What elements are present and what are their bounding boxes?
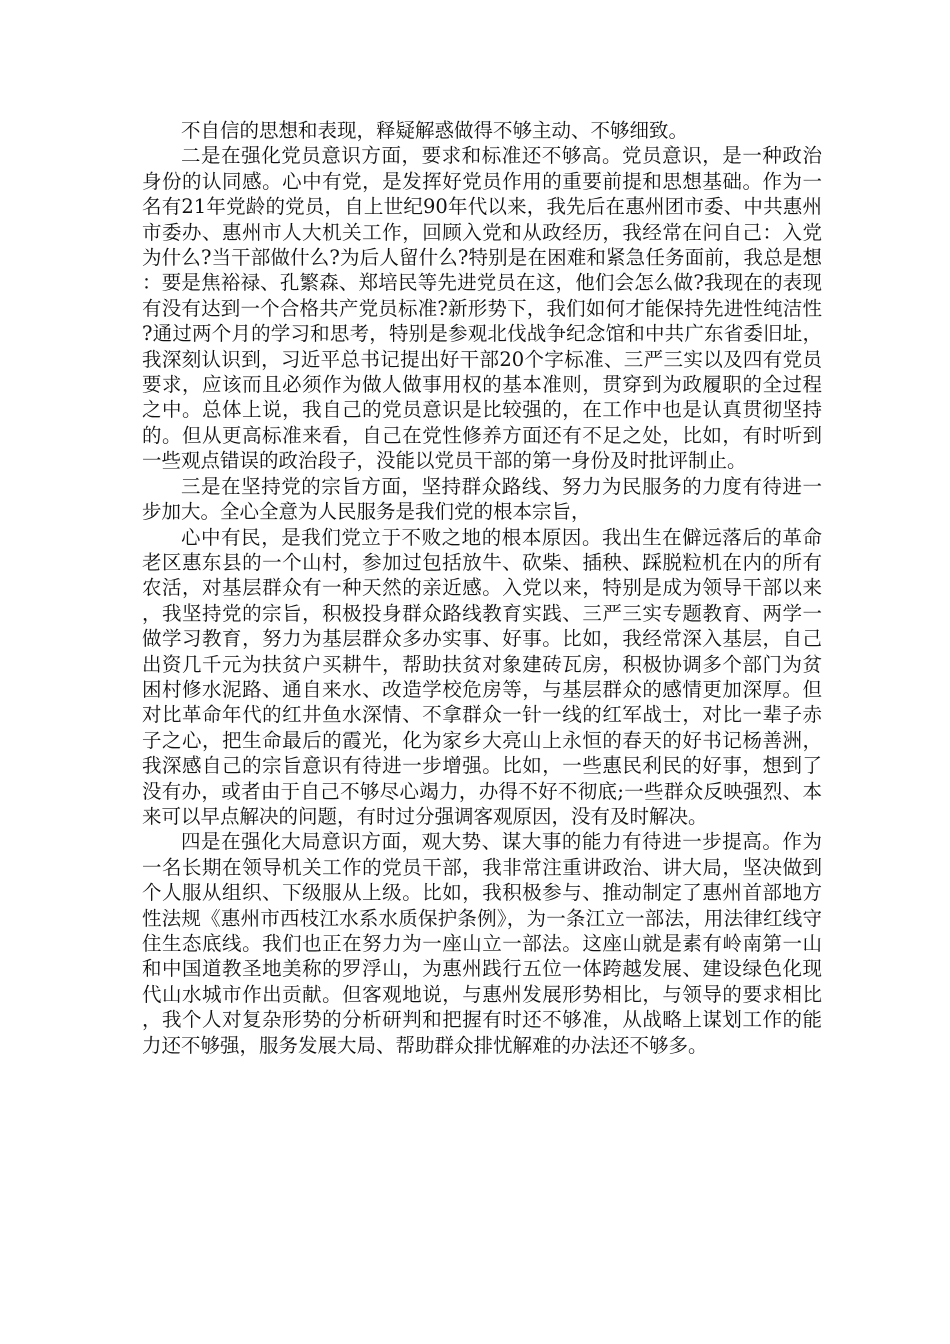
paragraph-party-purpose: 三是在坚持党的宗旨方面，坚持群众路线、努力为民服务的力度有待进一步加大。全心全意为人民服务是我们党的根本宗旨， bbox=[142, 474, 822, 524]
document-body bbox=[142, 118, 822, 1058]
paragraph-continuation: 不自信的思想和表现，释疑解惑做得不够主动、不够细致。 bbox=[181, 119, 689, 142]
paragraph-overall-situation: 四是在强化大局意识方面，观大势、谋大事的能力有待进一步提高。作为一名长期在领导机关工作的党员干部，我非常注重讲政治、讲大局，坚决做到个人服从组织、下级服从上级。比如，我积极参与、推动制定了惠州首部地方性法规《惠州市西枝江水系水质保护条例》，为一条江立一部法，用法律红线守住生态底线。我们也正在努力为一座山立一部法。这座山就是素有岭南第一山和中国道教圣地美称的罗浮山，为惠州践行五位一体跨越发展、建设绿色化现代山水城市作出贡献。但客观地说，与惠州发展形势相比，与领导的要求相比，我个人对复杂形势的分析研判和把握有时还不够准，从战略上谋划工作的能力还不够强，服务发展大局、帮助群众排忧解难的办法还不够多。 bbox=[142, 830, 822, 1057]
paragraph-serving-people: 心中有民，是我们党立于不败之地的根本原因。我出生在僻远落后的革命老区惠东县的一个山村，参加过包括放牛、砍柴、插秧、踩脱粒机在内的所有农活，对基层群众有一种天然的亲近感。入党以来，特别是成为领导干部以来，我坚持党的宗旨，积极投身群众路线教育实践、三严三实专题教育、两学一做学习教育，努力为基层群众多办实事、好事。比如，我经常深入基层，自己出资几千元为扶贫户买耕牛，帮助扶贫对象建砖瓦房，积极协调多个部门为贫困村修水泥路、通自来水、改造学校危房等，与基层群众的感情更加深厚。但对比革命年代的红井鱼水深情、不拿群众一针一线的红军战士，对比一辈子赤子之心，把生命最后的霞光，化为家乡大亮山上永恒的春天的好书记杨善洲，我深感自己的宗旨意识有待进一步增强。比如，一些惠民利民的好事，想到了没有办，或者由于自己不够尽心竭力，办得不好不彻底;一些群众反映强烈、本来可以早点解决的问题，有时过分强调客观原因，没有及时解决。 bbox=[142, 525, 822, 828]
paragraph-party-member-awareness: 二是在强化党员意识方面，要求和标准还不够高。党员意识，是一种政治身份的认同感。心中有党，是发挥好党员作用的重要前提和思想基础。作为一名有21年党龄的党员，自上世纪90年代以来，我先后在惠州团市委、中共惠州市委办、惠州市人大机关工作，回顾入党和从政经历，我经常在问自己：入党为什么?当干部做什么?为后人留什么?特别是在困难和紧急任务面前，我总是想：要是焦裕禄、孔繁森、郑培民等先进党员在这，他们会怎么做?我现在的表现有没有达到一个合格共产党员标准?新形势下，我们如何才能保持先进性纯洁性?通过两个月的学习和思考，特别是参观北伐战争纪念馆和中共广东省委旧址，我深刻认识到，习近平总书记提出好干部20个字标准、三严三实以及四有党员要求，应该而且必须作为做人做事用权的基本准则，贯穿到为政履职的全过程之中。总体上说，我自己的党员意识是比较强的，在工作中也是认真贯彻坚持的。但从更高标准来看，自己在党性修养方面还有不足之处，比如，有时听到一些观点错误的政治段子，没能以党员干部的第一身份及时批评制止。 bbox=[142, 144, 822, 473]
